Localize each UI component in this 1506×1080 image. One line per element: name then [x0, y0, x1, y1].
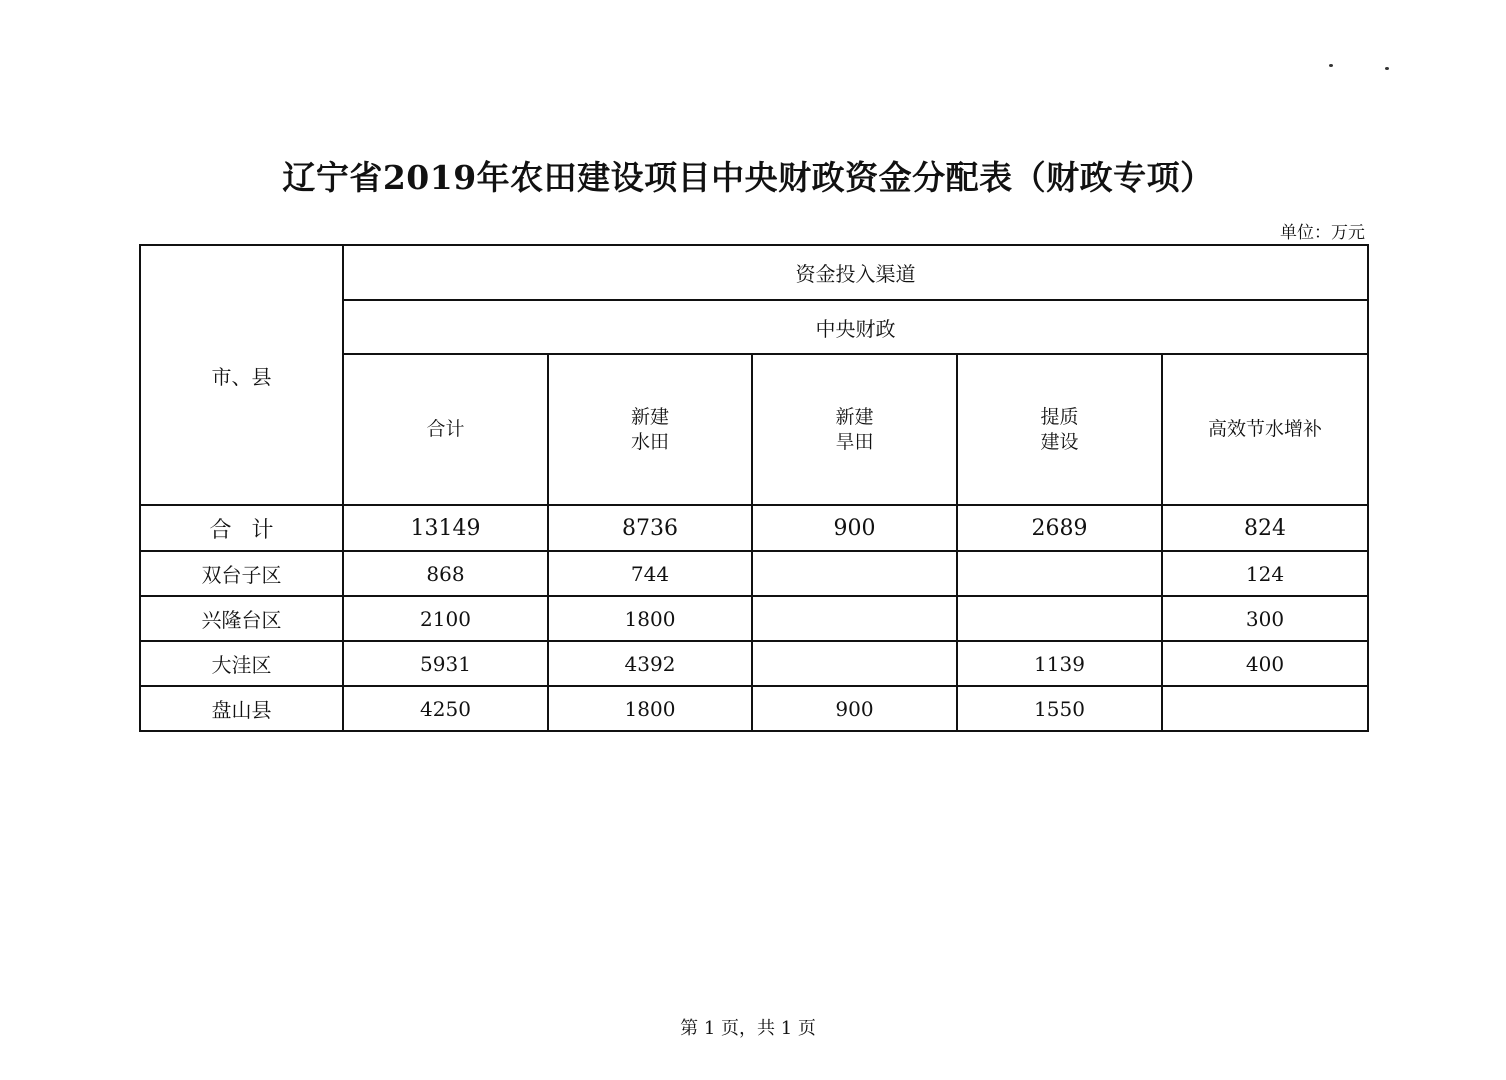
page-footer: 第 1 页，共 1 页: [680, 1018, 816, 1039]
total-cell: 8736: [548, 505, 752, 551]
unit-label: 单位：万元: [1280, 223, 1365, 243]
table-row: [140, 686, 1368, 731]
value-cell: 1800: [548, 686, 752, 731]
region-cell: 兴隆台区: [140, 596, 343, 641]
value-cell: 300: [1162, 596, 1368, 641]
total-cell: 824: [1162, 505, 1368, 551]
value-cell: [752, 551, 957, 596]
value-cell: 744: [548, 551, 752, 596]
value-cell: [752, 641, 957, 686]
column-header-line: 建设: [1040, 430, 1079, 453]
column-header-line: 新建: [630, 405, 669, 428]
total-row: [140, 505, 1368, 551]
column-header-line: 合计: [426, 418, 465, 440]
region-cell: 盘山县: [140, 686, 343, 731]
column-header: [548, 354, 752, 505]
group-header: 资金投入渠道: [343, 245, 1368, 300]
column-header: [957, 354, 1162, 505]
value-cell: 900: [752, 686, 957, 731]
value-cell: 2100: [343, 596, 548, 641]
value-cell: 400: [1162, 641, 1368, 686]
value-cell: [957, 596, 1162, 641]
table-row: [140, 641, 1368, 686]
scan-speck: [1385, 67, 1389, 70]
total-label: 合计: [140, 505, 343, 551]
value-cell: 5931: [343, 641, 548, 686]
subgroup-header: 中央财政: [343, 300, 1368, 354]
value-cell: 4392: [548, 641, 752, 686]
total-cell: 900: [752, 505, 957, 551]
column-header-line: 水田: [630, 430, 669, 453]
value-cell: 124: [1162, 551, 1368, 596]
region-header: 市、县: [140, 245, 343, 505]
region-cell: 大洼区: [140, 641, 343, 686]
table-row: [140, 551, 1368, 596]
column-header-line: 旱田: [835, 430, 874, 453]
column-header-line: 提质: [1040, 405, 1079, 428]
allocation-table: [139, 244, 1369, 732]
total-cell: 13149: [343, 505, 548, 551]
value-cell: 1139: [957, 641, 1162, 686]
scan-speck: [1329, 64, 1333, 67]
value-cell: [752, 596, 957, 641]
value-cell: 1800: [548, 596, 752, 641]
region-cell: 双台子区: [140, 551, 343, 596]
table-row: [140, 596, 1368, 641]
value-cell: 1550: [957, 686, 1162, 731]
column-header-line: 高效节水增补: [1208, 418, 1323, 440]
value-cell: [957, 551, 1162, 596]
column-header: [752, 354, 957, 505]
value-cell: 868: [343, 551, 548, 596]
page-title: 辽宁省2019年农田建设项目中央财政资金分配表（财政专项）: [282, 158, 1214, 197]
value-cell: 4250: [343, 686, 548, 731]
column-header: [343, 354, 548, 505]
value-cell: [1162, 686, 1368, 731]
column-header: [1162, 354, 1368, 505]
column-header-line: 新建: [835, 405, 874, 428]
total-cell: 2689: [957, 505, 1162, 551]
